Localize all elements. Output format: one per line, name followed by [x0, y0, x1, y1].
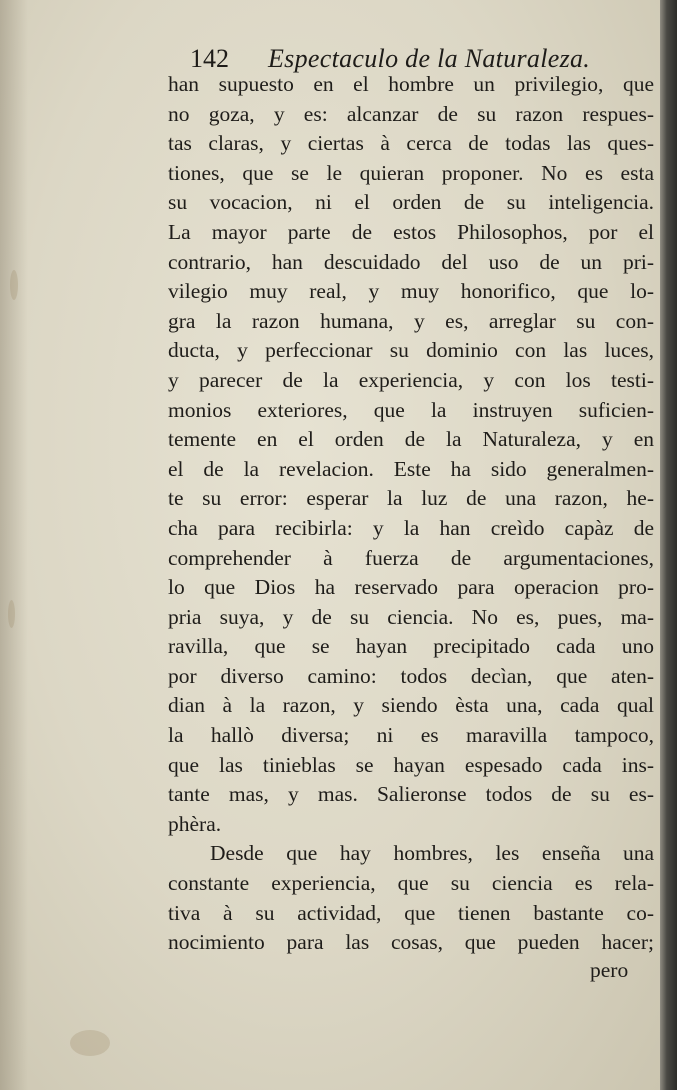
text-line: y parecer de la experiencia, y con los testi- [168, 367, 654, 392]
text-line: lo que Dios ha reservado para operacion pro- [168, 575, 654, 600]
text-line: su vocacion, ni el orden de su inteligencia. [168, 190, 654, 215]
page-number: 142 [190, 44, 229, 73]
text-line: por diverso camino: todos decìan, que aten- [168, 663, 654, 688]
text-line: no goza, y es: alcanzar de su razon respues- [168, 101, 654, 126]
text-line: gra la razon humana, y es, arreglar su con- [168, 308, 654, 333]
binding-shadow [0, 0, 28, 1090]
text-line: constante experiencia, que su ciencia es rela- [168, 871, 654, 896]
running-title: Espectaculo de la Naturaleza. [268, 44, 591, 73]
text-line: te su error: esperar la luz de una razon, he- [168, 486, 654, 511]
text-line: La mayor parte de estos Philosophos, por el [168, 219, 654, 244]
paper-stain [70, 1030, 110, 1056]
text-line: cha para recibirla: y la han creìdo capàz de [168, 515, 654, 540]
text-line: ravilla, que se hayan precipitado cada uno [168, 634, 654, 659]
paper-stain [10, 270, 18, 300]
catchword: pero [590, 958, 629, 982]
text-line: nocimiento para las cosas, que pueden hacer; [168, 930, 654, 955]
text-line: han supuesto en el hombre un privilegio, que [168, 72, 654, 96]
text-line: que las tinieblas se hayan espesado cada ins- [168, 752, 654, 777]
text-line: dian à la razon, y siendo èsta una, cada qual [168, 693, 654, 718]
page-edge-shadow [660, 0, 677, 1090]
text-line: temente en el orden de la Naturaleza, y en [168, 427, 654, 452]
text-line: tas claras, y ciertas à cerca de todas las ques- [168, 131, 654, 156]
text-line: contrario, han descuidado del uso de un pri- [168, 249, 654, 274]
text-line: vilegio muy real, y muy honorifico, que lo- [168, 279, 654, 304]
text-line: pria suya, y de su ciencia. No es, pues, ma- [168, 604, 654, 629]
text-line: la hallò diversa; ni es maravilla tampoco, [168, 723, 654, 748]
text-line: monios exteriores, que la instruyen suficien- [168, 397, 654, 422]
text-line: Desde que hay hombres, les enseña una [210, 841, 654, 866]
text-line: phèra. [168, 811, 222, 836]
body-text [168, 70, 654, 958]
text-line: tante mas, y mas. Salieronse todos de su es- [168, 782, 654, 807]
text-line: tiones, que se le quieran proponer. No es esta [168, 160, 654, 185]
paper-stain [8, 600, 15, 628]
text-line: el de la revelacion. Este ha sido generalmen- [168, 456, 654, 481]
text-line: ducta, y perfeccionar su dominio con las luces, [168, 338, 654, 363]
text-line: tiva à su actividad, que tienen bastante co- [168, 900, 654, 925]
text-line: comprehender à fuerza de argumentaciones, [168, 545, 654, 570]
